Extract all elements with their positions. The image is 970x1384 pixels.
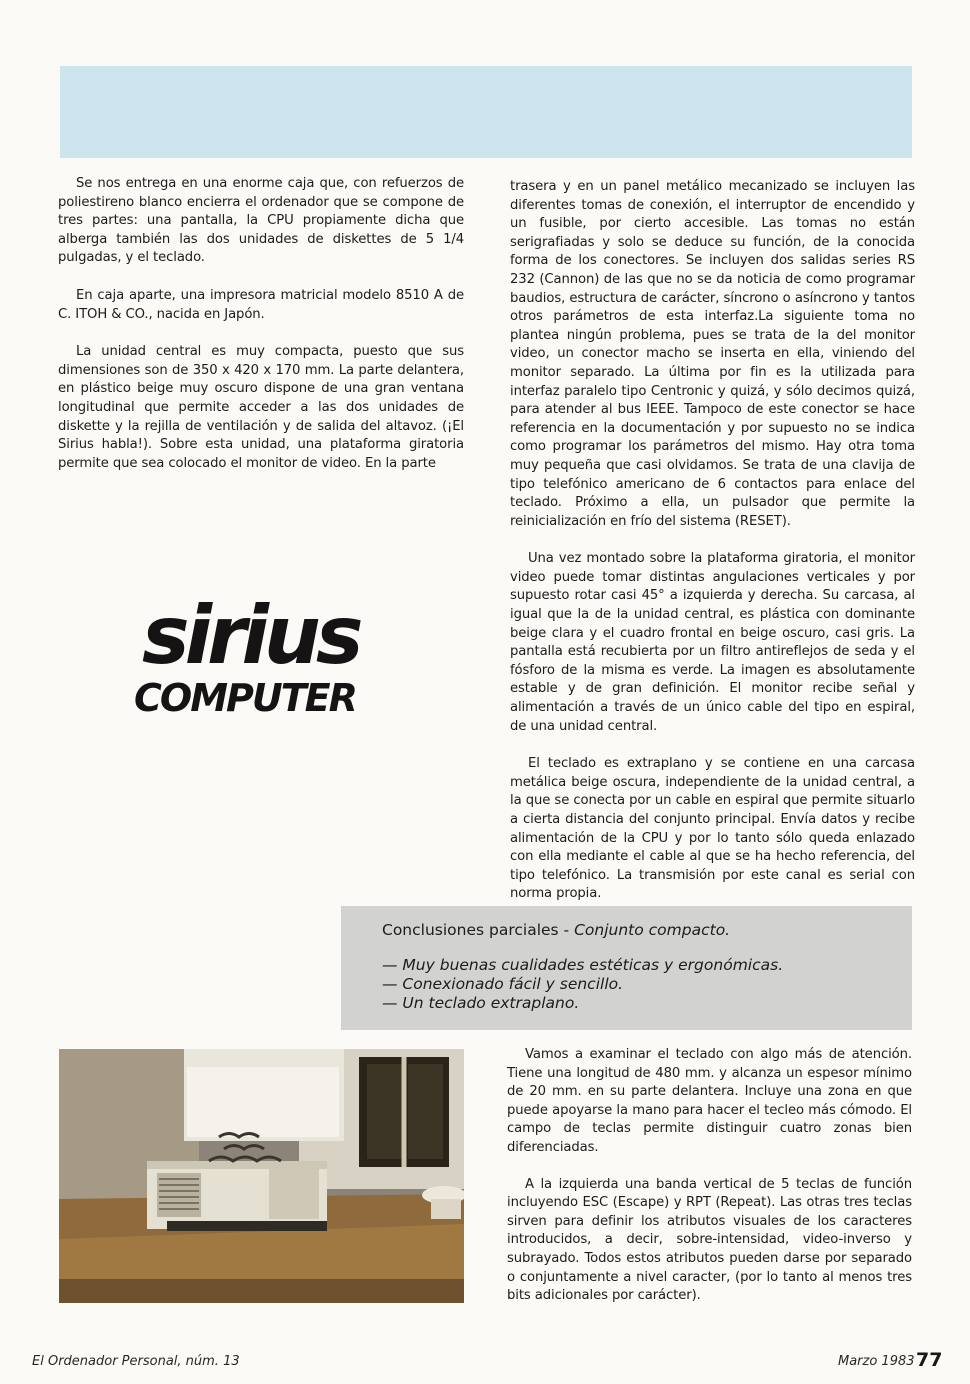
- paragraph: trasera y en un panel metálico mecanizado se incluyen las diferentes tomas de conexión, el interruptor de encendido y un fusible, por cierto accesible. Las tomas no están serigrafiadas y solo se deduce su función, de la conocida forma de los conectores. Se incluyen dos salidas series RS 232 (Cannon) de las que no se da noticia de como programar baudios, estructura de carácter, síncrono o asíncrono y tantos otros parámetros de esta interfaz.La siguiente toma no plantea ningún problema, pues se trata de la del monitor video, un conector macho se inserta en ella, viniendo del monitor separado. La última por fin es la utilizada para interfaz paralelo tipo Centronic y quizá, y sólo decimos quizá, para atender al bus IEEE. Tampoco de este conector se hace referencia en la documentación y por supuesto no se indica como programar los parámetros del mismo. Hay otra toma muy pequeña que casi olvidamos. Se trata de una clavija de tipo telefónico americano de 6 contactos para enlace del teclado. Próximo a ella, un pulsador que permite la reinicialización en frío del sistema (RESET).: [510, 179, 915, 529]
- paragraph: Se nos entrega en una enorme caja que, con refuerzos de poliestireno blanco encierra el ordenador que se compone de tres partes: una pantalla, la CPU propiamente dicha que alberga también las dos unidades de diskettes de 5 1/4 pulgadas, y el teclado.: [58, 176, 464, 266]
- list-item: — Muy buenas cualidades estéticas y ergonómicas.: [382, 956, 784, 974]
- footer-publication: El Ordenador Personal, núm. 13: [32, 1354, 240, 1369]
- logo-main-text: sirius: [142, 589, 359, 682]
- paragraph: El teclado es extraplano y se contiene en una carcasa metálica beige oscura, independiente de la unidad central, a la que se conecta por un cable en espiral que permite situarlo a cierta distancia del conjunto principal. Envía datos y recibe alimentación de la CPU y por lo tanto sólo queda enlazado con ella mediante el cable al que se ha hecho referencia, del tipo telefónico. La transmisión por este canal es serial con norma propia.: [510, 756, 915, 902]
- footer-date: Marzo 1983: [838, 1354, 915, 1369]
- conclusions-subtitle: Conjunto compacto.: [574, 921, 731, 939]
- paragraph: En caja aparte, una impresora matricial modelo 8510 A de C. ITOH & CO., nacida en Japón.: [58, 287, 464, 322]
- left-text-column: [58, 175, 464, 492]
- right-text-column: [510, 178, 915, 923]
- paragraph: Vamos a examinar el teclado con algo más de atención. Tiene una longitud de 480 mm. y alcanza un espesor mínimo de 20 mm. en su parte delantera. Incluye una zona en que puede apoyarse la mano para hacer el tecleo más cómodo. El campo de teclas permite distinguir cuatro zonas bien diferenciadas.: [507, 1047, 912, 1155]
- sirius-computer-logo: [134, 589, 414, 720]
- conclusions-label: Conclusiones parciales: [382, 921, 559, 939]
- list-item: — Conexionado fácil y sencillo.: [382, 975, 624, 993]
- logo-sub-text: COMPUTER: [134, 676, 356, 720]
- paragraph: Una vez montado sobre la plataforma giratoria, el monitor video puede tomar distintas angulaciones verticales y por supuesto rotar casi 45° a izquierda y derecha. Su carcasa, al igual que la de la unidad central, es plástica con dominante beige clara y el cuadro frontal en beige oscuro, casi gris. La pantalla está recubierta por un filtro antireflejos de seda y el fósforo de la misma es verde. La imagen es absolutamente estable y de gran definición. El monitor recibe señal y alimentación a través de un único cable del tipo en espiral, de una unidad central.: [510, 551, 915, 734]
- conclusions-separator: -: [558, 921, 575, 939]
- paragraph: La unidad central es muy compacta, puesto que sus dimensiones son de 350 x 420 x 170 mm. La parte delantera, en plástico beige muy oscuro dispone de una gran ventana longitudinal que permite acceder a las dos unidades de diskette y la rejilla de ventilación y de salida del altavoz. (¡El Sirius habla!). Sobre esta unidad, una plataforma giratoria permite que sea colocado el monitor de video. En la parte: [58, 344, 464, 471]
- conclusions-heading: [382, 920, 892, 940]
- header-color-band: [60, 66, 912, 158]
- list-item: — Un teclado extraplano.: [382, 994, 580, 1012]
- conclusions-box: [341, 906, 912, 1030]
- bottom-right-text-column: [507, 1046, 912, 1324]
- conclusions-list: [382, 956, 892, 1013]
- paragraph: A la izquierda una banda vertical de 5 teclas de función incluyendo ESC (Escape) y RPT (Repeat). Las otras tres teclas sirven para definir los atributos visuales de los caracteres introducidos, a decir, sobre-intensidad, video-inverso y subrayado. Todos estos atributos pueden darse por separado o conjuntamente a nivel caracter, (por lo tanto al menos tres bits adicionales por carácter).: [507, 1176, 912, 1304]
- page-number: 77: [916, 1349, 943, 1371]
- computer-photo: [59, 1049, 464, 1303]
